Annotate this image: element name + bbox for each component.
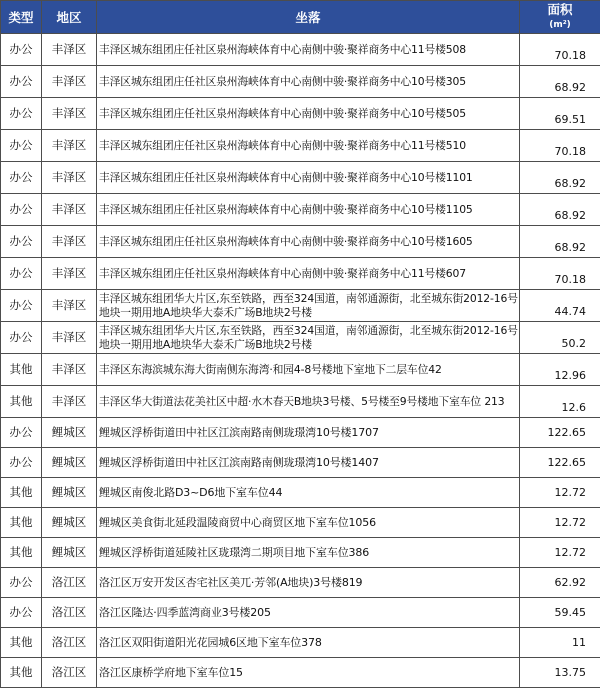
row-area-cell: 12.72 — [520, 538, 600, 568]
row-type-cell: 其他 — [1, 478, 42, 508]
row-area-cell: 70.18 — [520, 258, 600, 290]
row-type-cell: 办公 — [1, 130, 42, 162]
row-district-cell: 丰泽区 — [42, 322, 97, 354]
row-area-cell: 70.18 — [520, 130, 600, 162]
table-row — [1, 194, 600, 226]
table-row — [1, 34, 600, 66]
table-row — [1, 66, 600, 98]
row-area-cell: 68.92 — [520, 66, 600, 98]
row-district-cell: 丰泽区 — [42, 162, 97, 194]
row-location-cell: 丰泽区东海滨城东海大街南侧东海湾·和园4-8号楼地下室地下二层车位42 — [97, 354, 520, 386]
header-area — [520, 1, 600, 34]
table-row — [1, 658, 600, 688]
row-location-cell: 洛江区隆达·四季蓝湾商业3号楼205 — [97, 598, 520, 628]
row-type-cell: 办公 — [1, 448, 42, 478]
table-row — [1, 322, 600, 354]
row-area-cell: 13.75 — [520, 658, 600, 688]
row-district-cell: 鲤城区 — [42, 418, 97, 448]
row-type-cell: 办公 — [1, 322, 42, 354]
row-type-cell: 其他 — [1, 508, 42, 538]
row-district-cell: 鲤城区 — [42, 508, 97, 538]
row-district-cell: 洛江区 — [42, 658, 97, 688]
table-row — [1, 130, 600, 162]
table-row — [1, 418, 600, 448]
row-type-cell: 办公 — [1, 34, 42, 66]
row-location-cell: 丰泽区城东组团华大片区,东至铁路，西至324国道，南邻通源街，北至城东街2012-16号地块一期用地A地块华大泰禾广场B地块2号楼 — [97, 290, 520, 322]
row-area-cell: 70.18 — [520, 34, 600, 66]
row-area-cell: 68.92 — [520, 226, 600, 258]
row-area-cell: 59.45 — [520, 598, 600, 628]
header-area-label: 面积 — [547, 2, 572, 17]
row-district-cell: 鲤城区 — [42, 448, 97, 478]
row-type-cell: 办公 — [1, 258, 42, 290]
table-row — [1, 258, 600, 290]
row-type-cell: 办公 — [1, 66, 42, 98]
row-location-cell: 鲤城区浮桥街道田中社区江滨南路南侧珑璟湾10号楼1707 — [97, 418, 520, 448]
row-type-cell: 办公 — [1, 162, 42, 194]
row-area-cell: 122.65 — [520, 448, 600, 478]
row-type-cell: 办公 — [1, 226, 42, 258]
row-district-cell: 丰泽区 — [42, 194, 97, 226]
table-row — [1, 478, 600, 508]
row-location-cell: 丰泽区城东组团庄任社区泉州海峡体育中心南侧中骏·聚祥商务中心10号楼305 — [97, 66, 520, 98]
table-row — [1, 448, 600, 478]
table-row — [1, 226, 600, 258]
row-type-cell: 办公 — [1, 418, 42, 448]
table-row — [1, 598, 600, 628]
row-type-cell: 其他 — [1, 386, 42, 418]
row-district-cell: 洛江区 — [42, 628, 97, 658]
row-type-cell: 其他 — [1, 628, 42, 658]
row-location-cell: 洛江区万安开发区杏宅社区美兀·芳邻(A地块)3号楼819 — [97, 568, 520, 598]
row-location-cell: 鲤城区浮桥街道田中社区江滨南路南侧珑璟湾10号楼1407 — [97, 448, 520, 478]
row-location-cell: 洛江区康桥学府地下室车位15 — [97, 658, 520, 688]
row-location-cell: 丰泽区城东组团庄任社区泉州海峡体育中心南侧中骏·聚祥商务中心10号楼1105 — [97, 194, 520, 226]
row-location-cell: 丰泽区城东组团庄任社区泉州海峡体育中心南侧中骏·聚祥商务中心10号楼1101 — [97, 162, 520, 194]
table-row — [1, 290, 600, 322]
row-type-cell: 办公 — [1, 194, 42, 226]
row-district-cell: 丰泽区 — [42, 66, 97, 98]
row-district-cell: 丰泽区 — [42, 34, 97, 66]
row-type-cell: 其他 — [1, 538, 42, 568]
row-location-cell: 丰泽区城东组团庄任社区泉州海峡体育中心南侧中骏·聚祥商务中心11号楼607 — [97, 258, 520, 290]
row-type-cell: 其他 — [1, 354, 42, 386]
row-location-cell: 洛江区双阳街道阳光花园城6区地下室车位378 — [97, 628, 520, 658]
row-district-cell: 丰泽区 — [42, 226, 97, 258]
row-type-cell: 办公 — [1, 290, 42, 322]
table-row — [1, 354, 600, 386]
row-location-cell: 丰泽区城东组团华大片区,东至铁路，西至324国道，南邻通源街，北至城东街2012-16号地块一期用地A地块华大泰禾广场B地块2号楼 — [97, 322, 520, 354]
row-district-cell: 丰泽区 — [42, 130, 97, 162]
row-area-cell: 12.6 — [520, 386, 600, 418]
row-area-cell: 12.72 — [520, 478, 600, 508]
row-location-cell: 鲤城区浮桥街道延陵社区珑璟湾二期项目地下室车位386 — [97, 538, 520, 568]
row-district-cell: 洛江区 — [42, 568, 97, 598]
table-body — [1, 34, 600, 688]
header-row — [1, 1, 600, 34]
row-area-cell: 68.92 — [520, 162, 600, 194]
row-district-cell: 丰泽区 — [42, 98, 97, 130]
row-district-cell: 丰泽区 — [42, 386, 97, 418]
table-row — [1, 568, 600, 598]
row-type-cell: 其他 — [1, 658, 42, 688]
table-row — [1, 538, 600, 568]
row-area-cell: 69.51 — [520, 98, 600, 130]
table-row — [1, 628, 600, 658]
header-district: 地区 — [42, 1, 97, 34]
table-row — [1, 162, 600, 194]
row-area-cell: 12.72 — [520, 508, 600, 538]
row-location-cell: 丰泽区城东组团庄任社区泉州海峡体育中心南侧中骏·聚祥商务中心10号楼1605 — [97, 226, 520, 258]
row-district-cell: 洛江区 — [42, 598, 97, 628]
table-row — [1, 386, 600, 418]
header-type: 类型 — [1, 1, 42, 34]
row-location-cell: 丰泽区城东组团庄任社区泉州海峡体育中心南侧中骏·聚祥商务中心10号楼505 — [97, 98, 520, 130]
row-area-cell: 44.74 — [520, 290, 600, 322]
row-district-cell: 鲤城区 — [42, 478, 97, 508]
row-location-cell: 丰泽区城东组团庄任社区泉州海峡体育中心南侧中骏·聚祥商务中心11号楼510 — [97, 130, 520, 162]
row-district-cell: 丰泽区 — [42, 354, 97, 386]
row-district-cell: 丰泽区 — [42, 290, 97, 322]
row-area-cell: 12.96 — [520, 354, 600, 386]
row-area-cell: 122.65 — [520, 418, 600, 448]
row-type-cell: 办公 — [1, 98, 42, 130]
row-area-cell: 62.92 — [520, 568, 600, 598]
row-location-cell: 鲤城区南俊北路D3~D6地下室车位44 — [97, 478, 520, 508]
row-district-cell: 丰泽区 — [42, 258, 97, 290]
row-type-cell: 办公 — [1, 568, 42, 598]
table-row — [1, 98, 600, 130]
header-location: 坐落 — [97, 1, 520, 34]
row-location-cell: 丰泽区城东组团庄任社区泉州海峡体育中心南侧中骏·聚祥商务中心11号楼508 — [97, 34, 520, 66]
row-location-cell: 丰泽区华大街道法花美社区中超·水木春天B地块3号楼、5号楼至9号楼地下室车位 213 — [97, 386, 520, 418]
row-location-cell: 鲤城区美食街北延段温陵商贸中心商贸区地下室车位1056 — [97, 508, 520, 538]
row-district-cell: 鲤城区 — [42, 538, 97, 568]
row-area-cell: 68.92 — [520, 194, 600, 226]
row-area-cell: 11 — [520, 628, 600, 658]
row-area-cell: 50.2 — [520, 322, 600, 354]
row-type-cell: 办公 — [1, 598, 42, 628]
header-area-unit: (m²) — [549, 20, 571, 30]
table-row — [1, 508, 600, 538]
